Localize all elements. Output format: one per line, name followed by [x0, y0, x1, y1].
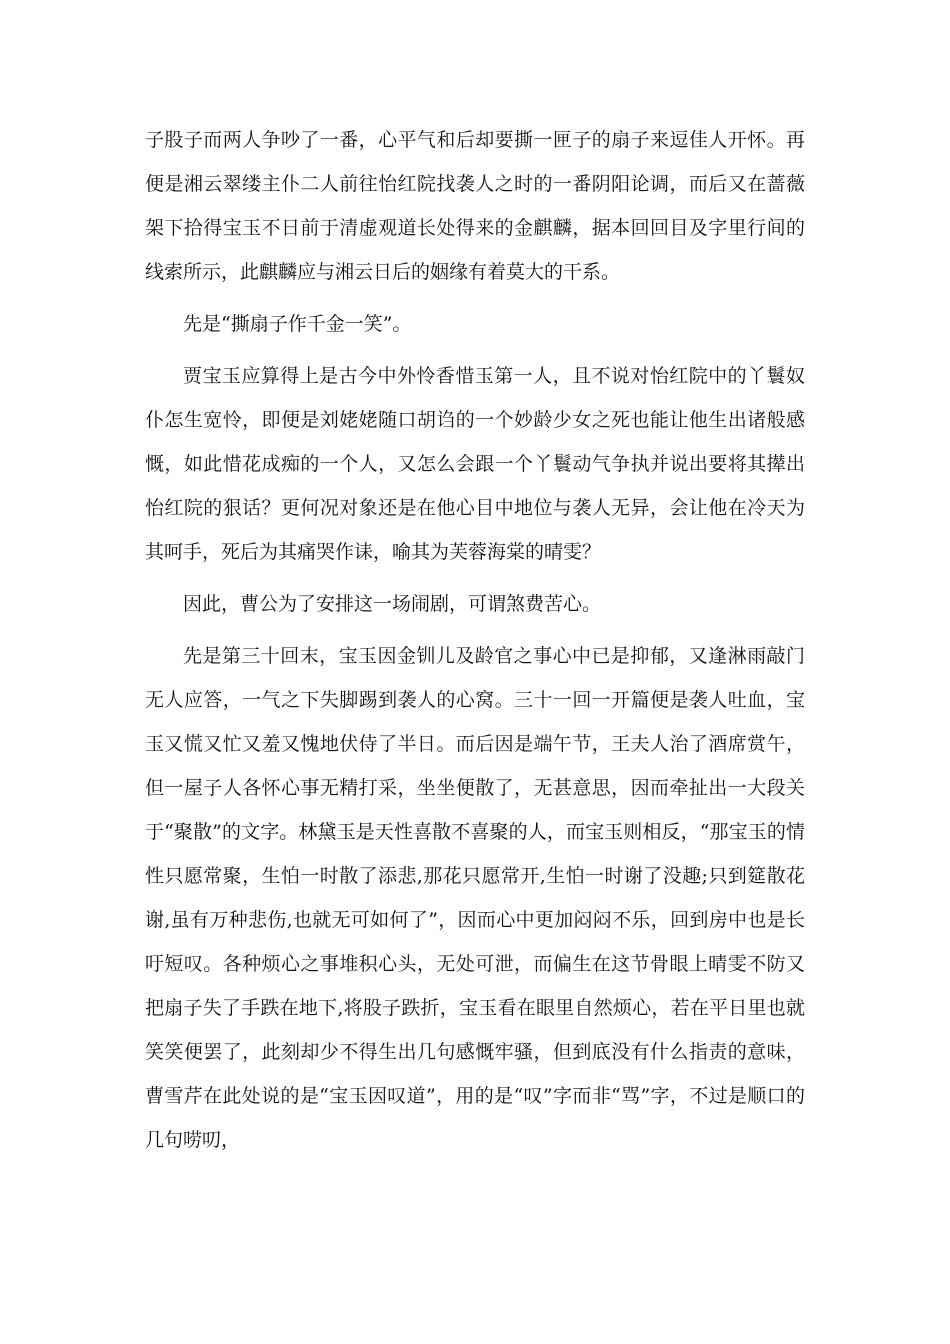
paragraph-baoyu-character: 贾宝玉应算得上是古今中外怜香惜玉第一人，且不说对怡红院中的丫鬟奴仆怎生宽怜，即便是刘姥姥随口胡诌的一个妙龄少女之死也能让他生出诸般感慨，如此惜花成痴的一个人，又怎么会跟一个丫鬟动气争执并说出要将其撵出怡红院的狠话？更何况对象还是在他心目中地位与袭人无异，会让他在冷天为其呵手，死后为其痛哭作诔，喻其为芙蓉海棠的晴雯？	[145, 365, 805, 563]
paragraph-continuation: 子股子而两人争吵了一番，心平气和后却要撕一匣子的扇子来逗佳人开怀。再便是湘云翠缕主仆二人前往怡红院找袭人之时的一番阴阳论调，而后又在蔷薇架下拾得宝玉不日前于清虚观道长处得来的金麒麟，据本回回目及字里行间的线索所示，此麒麟应与湘云日后的姻缘有着莫大的干系。	[145, 129, 805, 283]
paragraph-tearing-fan-heading: 先是“撕扇子作千金一笑”。	[183, 313, 412, 335]
body-text	[145, 118, 805, 1170]
paragraph-chapter-thirty-end: 先是第三十回末，宝玉因金钏儿及龄官之事心中已是抑郁，又逢淋雨敲门无人应答，一气之下失脚踢到袭人的心窝。三十一回一开篇便是袭人吐血，宝玉又慌又忙又羞又愧地伏侍了半日。而后因是端午节，王夫人治了酒席赏午，但一屋子人各怀心事无精打采，坐坐便散了，无甚意思，因而牵扯出一大段关于“聚散”的文字。林黛玉是天性喜散不喜聚的人，而宝玉则相反，“那宝玉的情性只愿常聚，生怕一时散了添悲,那花只愿常开,生怕一时谢了没趣;只到筵散花谢,虽有万种悲伤,也就无可如何了”，因而心中更加闷闷不乐，回到房中也是长吁短叹。各种烦心之事堆积心头，无处可泄，而偏生在这节骨眼上晴雯不防又把扇子失了手跌在地下,将股子跌折，宝玉看在眼里自然烦心，若在平日里也就笑笑便罢了，此刻却少不得生出几句感慨牢骚，但到底没有什么指责的意味，曹雪芹在此处说的是“宝玉因叹道”，用的是“叹”字而非“骂”字，不过是顺口的几句唠叨，	[145, 645, 805, 1151]
paragraph-author-effort: 因此，曹公为了安排这一场闹剧，可谓煞费苦心。	[183, 593, 602, 615]
